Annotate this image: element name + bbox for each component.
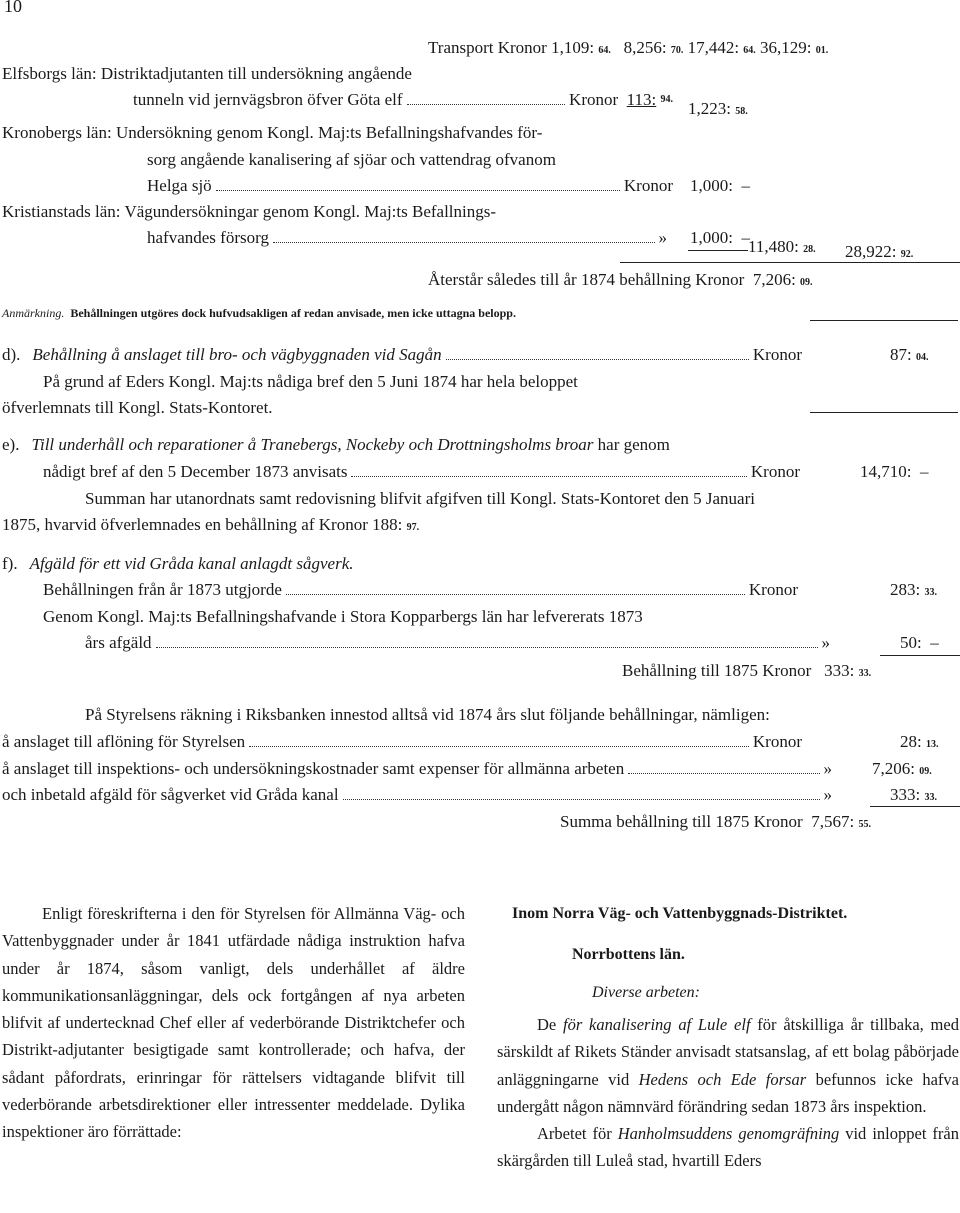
kronoberg-line2: sorg angående kanalisering af sjöar och vattendrag ofvanom xyxy=(147,150,556,169)
styrelse-row1 xyxy=(2,732,802,752)
transport-v4: 36,129: xyxy=(760,38,812,57)
section-d-line1 xyxy=(2,345,802,365)
elfsborg-total: 1,223: 58. xyxy=(688,99,748,118)
kristianstad-unit: » xyxy=(658,228,667,247)
transport-v1: 1,109: xyxy=(551,38,595,57)
section-e-line4: 1875, hvarvid öfverlemnades en behållning af Kronor 188: 97. xyxy=(2,515,420,534)
styrelse-rule xyxy=(870,806,960,807)
kristianstad-line1: Kristianstads län: Vägundersökningar genom Kongl. Maj:ts Befallnings- xyxy=(2,202,497,221)
transport-v2: 8,256: xyxy=(623,38,667,57)
right-column xyxy=(497,1011,959,1175)
elfsborg-line2 xyxy=(133,90,673,110)
kronoberg-amount: 1,000: – xyxy=(690,176,750,195)
transport-v2-ore: 70. xyxy=(670,45,684,56)
styrelse-row3-unit: » xyxy=(823,785,832,804)
styrelse-line1: På Styrelsens räkning i Riksbanken innestod alltså vid 1874 års slut följande behållningar, nämligen: xyxy=(85,705,770,724)
section-f-amount4: 50: – xyxy=(900,633,939,652)
section-e-unit: Kronor xyxy=(750,462,800,481)
styrelse-row2-amount: 7,206: 09. xyxy=(872,759,932,778)
section-f-unit4: » xyxy=(821,633,830,652)
kristianstad-subtotal: 11,480: 28. xyxy=(748,237,816,256)
section-d-title: Behållning å anslaget till bro- och vägbyggnaden vid Sagån xyxy=(32,345,442,364)
aterstar-line: Återstår således till år 1874 behållning Kronor 7,206: 09. xyxy=(428,270,813,289)
section-d-amount: 87: 04. xyxy=(890,345,929,364)
kronoberg-line1: Kronobergs län: Undersökning genom Kongl. Maj:ts Befallningshafvandes för- xyxy=(2,123,543,142)
section-e-amount: 14,710: – xyxy=(860,462,929,481)
kristianstad-line2 xyxy=(147,228,667,248)
elfsborg-line1: Elfsborgs län: Distriktadjutanten till undersökning angående xyxy=(2,64,412,83)
elfsborg-text: tunneln vid jernvägsbron öfver Göta elf xyxy=(133,90,403,109)
section-f-amount2: 283: 33. xyxy=(890,580,937,599)
elfsborg-ore: 94. xyxy=(660,94,673,105)
right-paragraph-1: De för kanalisering af Lule elf för åtskilliga år tillbaka, med särskildt af Rikets Ständer anvisadt statsanslag, af ett bolag påbörjade anläggningarne vid Hedens och Ede forsar befunnos icke hafva undergått någon nämnvärd förändring sedan 1873 års inspektion. xyxy=(497,1015,959,1116)
elfsborg-unit: Kronor xyxy=(569,90,619,109)
styrelse-sum: Summa behållning till 1875 Kronor 7,567: 55. xyxy=(560,812,871,831)
transport-line xyxy=(428,38,828,61)
left-column xyxy=(2,900,465,1146)
anmarkning-note: Anmärkning. Behållningen utgöres dock hufvudsakligen af redan anvisade, men icke uttagna belopp. xyxy=(2,306,516,320)
kristianstad-text: hafvandes försorg xyxy=(147,228,269,247)
section-e-text: nådigt bref af den 5 December 1873 anvisats xyxy=(43,462,348,481)
kronoberg-text: Helga sjö xyxy=(147,176,212,195)
section-f-line4 xyxy=(85,633,830,653)
section-f-text4: års afgäld xyxy=(85,633,152,652)
right-heading-county: Norrbottens län. xyxy=(572,946,685,963)
section-f-line5: Behållning till 1875 Kronor 333: 33. xyxy=(622,661,872,680)
section-f-title: f). Afgäld för ett vid Gråda kanal anlagdt sågverk. xyxy=(2,554,354,573)
styrelse-row2-unit: » xyxy=(823,759,832,778)
left-column-text: Enligt föreskrifterna i den för Styrelsen för Allmänna Väg- och Vattenbyggnader under år 1841 utfärdade nådiga instruktion hafva under år 1874, såsom vanligt, dels underhållet af äldre kommunikationsanläggningar, dels ock fortgången af nya arbeten blifvit af undertecknad Chef eller af vederbörande Distriktchefer och Distrikt-adjutanter besigtigade samt kontrollerade; och hafva, der sådant påfordrats, erinringar för rättelsers vidtagande blifvit till vederbörande arbetsdirektioner eller intressenter meddelade. Dylika inspektioner äro förrättade: xyxy=(2,904,465,1142)
styrelse-row2 xyxy=(2,759,832,779)
kronoberg-unit: Kronor xyxy=(623,176,673,195)
right-heading-district: Inom Norra Väg- och Vattenbyggnads-Distriktet. xyxy=(512,905,848,922)
section-d-unit: Kronor xyxy=(752,345,802,364)
styrelse-row3 xyxy=(2,785,832,805)
kristianstad-total: 28,922: 92. xyxy=(845,242,914,261)
styrelse-row1-unit: Kronor xyxy=(752,732,802,751)
right-heading-misc: Diverse arbeten: xyxy=(592,984,700,1001)
elfsborg-amount: 113: xyxy=(626,90,657,109)
transport-label: Transport Kronor xyxy=(428,38,547,57)
section-f-line2 xyxy=(43,580,798,600)
page-number: 10 xyxy=(4,0,22,16)
section-e-line1: e). Till underhåll och reparationer å Tranebergs, Nockeby och Drottningsholms broar har genom xyxy=(2,435,670,454)
section-f-rule xyxy=(880,655,960,656)
styrelse-row1-text: å anslaget till aflöning för Styrelsen xyxy=(2,732,246,751)
section-f-unit2: Kronor xyxy=(748,580,798,599)
section-d-label: d). xyxy=(2,345,21,364)
transport-v3-ore: 64. xyxy=(743,45,756,56)
transport-v4-ore: 01. xyxy=(815,45,829,56)
kristianstad-rule xyxy=(688,250,748,251)
styrelse-row3-amount: 333: 33. xyxy=(890,785,937,804)
total-rule xyxy=(620,262,960,263)
kronoberg-line3 xyxy=(147,176,673,196)
styrelse-row3-text: och inbetald afgäld för sågverket vid Gråda kanal xyxy=(2,785,339,804)
section-f-line3: Genom Kongl. Maj:ts Befallningshafvande i Stora Kopparbergs län har lefvererats 1873 xyxy=(43,607,643,626)
styrelse-row1-amount: 28: 13. xyxy=(900,732,939,751)
kristianstad-amount: 1,000: – xyxy=(690,228,750,247)
section-d-line2: På grund af Eders Kongl. Maj:ts nådiga bref den 5 Juni 1874 har hela beloppet xyxy=(43,372,578,391)
section-e-line2 xyxy=(43,462,800,482)
right-paragraph-2: Arbetet för Hanholmsuddens genomgräfning vid inloppet från skärgården till Luleå stad, hvartill Eders xyxy=(497,1124,959,1171)
transport-v3: 17,442: xyxy=(687,38,740,57)
section-e-line3: Summan har utanordnats samt redovisning blifvit afgifven till Kongl. Stats-Kontoret den 5 Januari xyxy=(85,489,755,508)
styrelse-row2-text: å anslaget till inspektions- och undersökningskostnader samt expenser för allmänna arbeten xyxy=(2,759,625,778)
section-d-line3: öfverlemnats till Kongl. Stats-Kontoret. xyxy=(2,398,273,417)
section-f-text2: Behållningen från år 1873 utgjorde xyxy=(43,580,282,599)
transport-v1-ore: 64. xyxy=(598,45,611,56)
divider-2 xyxy=(810,412,958,413)
divider-1 xyxy=(810,320,958,321)
